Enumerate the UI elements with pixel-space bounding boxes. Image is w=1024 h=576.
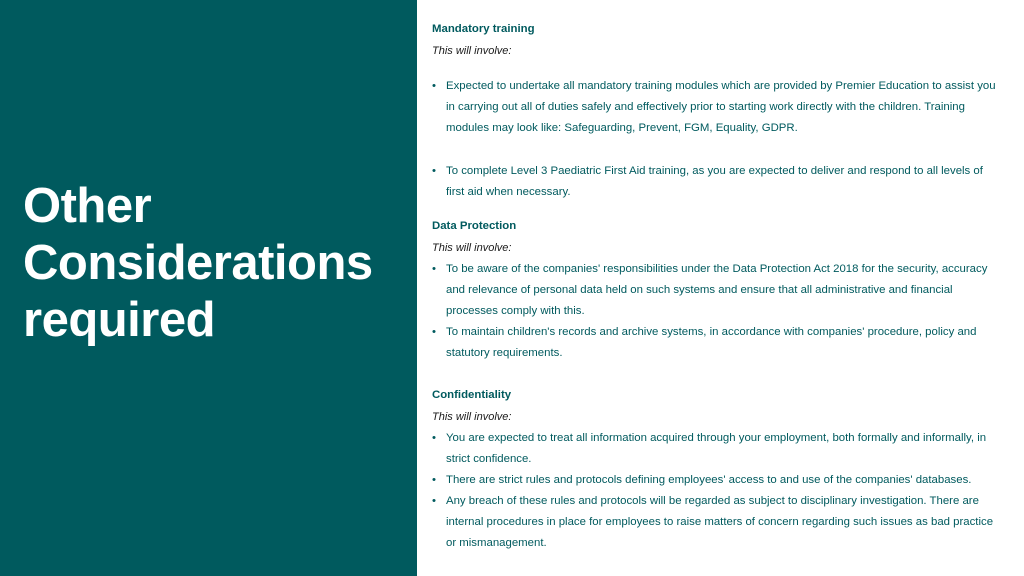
- title-line: required: [23, 293, 216, 347]
- section-intro: This will involve:: [432, 242, 512, 254]
- section-heading-mandatory-training: Mandatory training: [432, 23, 535, 35]
- bullet-item: [432, 322, 1004, 364]
- bullet-text: Expected to undertake all mandatory training modules which are provided by Premier Education to assist you in carrying out all of duties safely and effectively prior to starting work directly with the children. Training modules may look like: Safeguarding, Prevent, FGM, Equality, GDPR.: [446, 80, 996, 134]
- title-line: Other: [23, 179, 152, 233]
- slide-title: [23, 178, 403, 349]
- bullet-item: [432, 470, 1004, 491]
- bullet-icon: •: [432, 474, 436, 486]
- title-panel: [0, 0, 417, 576]
- section-heading-confidentiality: Confidentiality: [432, 389, 512, 401]
- bullet-item: [432, 259, 1004, 322]
- bullet-icon: •: [432, 495, 436, 507]
- bullet-icon: •: [432, 80, 436, 92]
- bullet-icon: •: [432, 326, 436, 338]
- bullet-item: [432, 161, 1004, 203]
- bullet-text: There are strict rules and protocols defining employees' access to and use of the companies' databases.: [446, 474, 972, 486]
- section-intro: This will involve:: [432, 411, 512, 423]
- bullet-text: Any breach of these rules and protocols will be regarded as subject to disciplinary investigation. There are internal procedures in place for employees to raise matters of concern regarding such issues as bad practice or mismanagement.: [446, 495, 994, 549]
- bullet-item: [432, 428, 1004, 470]
- bullet-text: To maintain children's records and archive systems, in accordance with companies' procedure, policy and statutory requirements.: [446, 326, 977, 359]
- bullet-item: [432, 76, 1004, 139]
- bullet-text: You are expected to treat all information acquired through your employment, both formally and informally, in strict confidence.: [446, 432, 987, 465]
- bullet-text: To be aware of the companies' responsibilities under the Data Protection Act 2018 for the security, accuracy and relevance of personal data held on such systems and ensure that all administrative and financial processes comply with this.: [446, 263, 988, 317]
- title-line: Considerations: [23, 236, 373, 290]
- section-heading-data-protection: Data Protection: [432, 220, 517, 232]
- bullet-text: To complete Level 3 Paediatric First Aid training, as you are expected to deliver and respond to all levels of first aid when necessary.: [446, 165, 983, 198]
- bullet-item: [432, 491, 1004, 554]
- bullet-icon: •: [432, 165, 436, 177]
- bullet-icon: •: [432, 263, 436, 275]
- bullet-icon: •: [432, 432, 436, 444]
- section-intro: This will involve:: [432, 45, 512, 57]
